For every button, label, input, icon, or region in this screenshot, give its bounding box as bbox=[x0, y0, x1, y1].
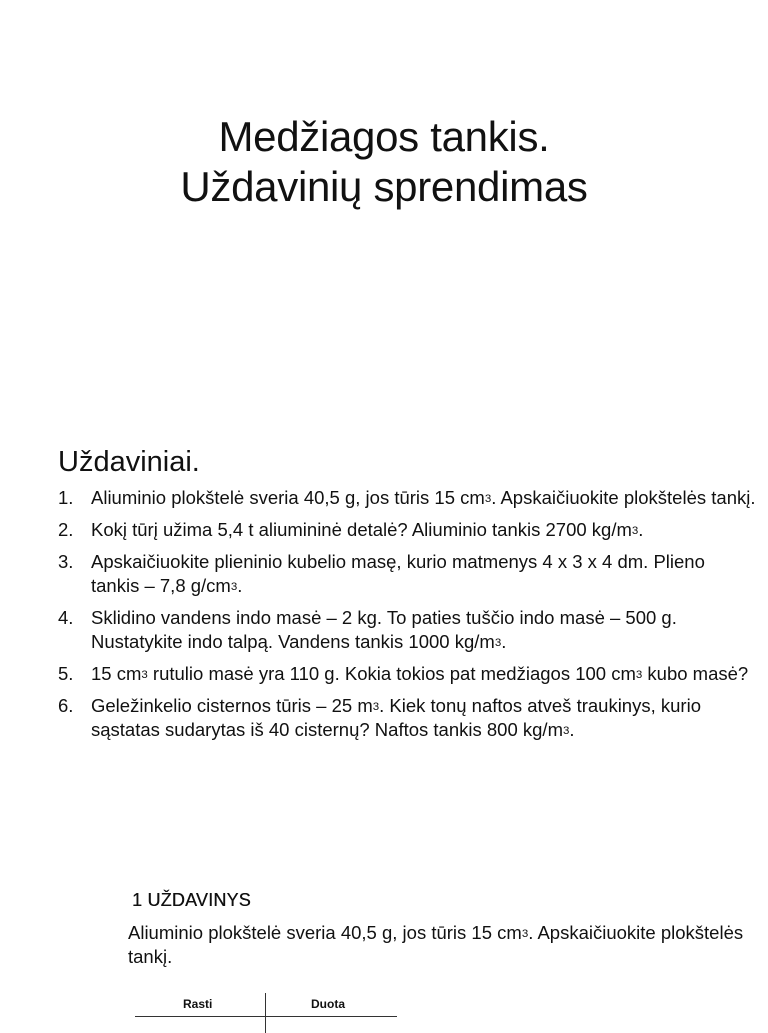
task-list bbox=[58, 486, 758, 742]
task-item bbox=[58, 694, 758, 742]
task-text: Aliuminio plokštelė sveria 40,5 g, jos tūris 15 cm bbox=[91, 487, 485, 508]
task-number: 5. bbox=[58, 663, 74, 684]
slide-title-line-1: Medžiagos tankis. bbox=[218, 113, 550, 160]
task-text: Apskaičiuokite plieninio kubelio masę, kurio matmenys 4 x 3 x 4 dm. Plieno tankis – 7,8 g/cm bbox=[91, 551, 705, 596]
task-item bbox=[58, 518, 758, 542]
superscript: 3 bbox=[521, 927, 529, 940]
tasks-section bbox=[58, 444, 758, 750]
slide-title-line-2: Uždavinių sprendimas bbox=[180, 163, 588, 210]
task-text: . Apskaičiuokite plokštelės tankį. bbox=[491, 487, 756, 508]
problem-1-block bbox=[128, 890, 748, 969]
superscript: 3 bbox=[635, 668, 643, 681]
problem-text-part: . Apskaičiuokite plokštelės tankį. bbox=[128, 922, 744, 967]
task-number: 6. bbox=[58, 695, 74, 716]
column-header-duota: Duota bbox=[311, 997, 345, 1011]
task-item bbox=[58, 486, 758, 510]
task-text: . bbox=[569, 719, 575, 740]
superscript: 3 bbox=[141, 668, 148, 681]
slide-title bbox=[0, 112, 768, 212]
task-text: . bbox=[237, 575, 243, 596]
task-text: Geležinkelio cisternos tūris – 25 m bbox=[91, 695, 373, 716]
superscript: 3 bbox=[484, 492, 492, 505]
task-text: . bbox=[501, 631, 507, 652]
task-number: 3. bbox=[58, 551, 74, 572]
tasks-heading: Uždaviniai. bbox=[58, 446, 200, 478]
column-header-rasti: Rasti bbox=[183, 997, 213, 1011]
superscript: 3 bbox=[230, 580, 238, 593]
superscript: 3 bbox=[372, 700, 380, 713]
task-item bbox=[58, 662, 758, 686]
superscript: 3 bbox=[631, 524, 639, 537]
task-number: 4. bbox=[58, 607, 74, 628]
task-text: kubo masė? bbox=[642, 663, 749, 684]
table-vertical-divider bbox=[265, 993, 266, 1033]
superscript: 3 bbox=[562, 724, 570, 737]
task-number: 2. bbox=[58, 519, 74, 540]
problem-1-heading: 1 UŽDAVINYS bbox=[132, 890, 251, 910]
task-text: Sklidino vandens indo masė – 2 kg. To paties tuščio indo masė – 500 g. Nustatykite indo talpą. Vandens tankis 1000 kg/m bbox=[91, 607, 677, 652]
superscript: 3 bbox=[494, 636, 502, 649]
task-text: 15 cm bbox=[91, 663, 142, 684]
task-text: . bbox=[638, 519, 644, 540]
table-horizontal-divider bbox=[135, 1016, 397, 1017]
problem-1-text bbox=[128, 921, 748, 969]
task-text: rutulio masė yra 110 g. Kokia tokios pat medžiagos 100 cm bbox=[147, 663, 636, 684]
given-find-table bbox=[135, 993, 397, 1033]
task-item bbox=[58, 606, 758, 654]
task-number: 1. bbox=[58, 487, 74, 508]
task-item bbox=[58, 550, 758, 598]
task-text: . Kiek tonų naftos atveš traukinys, kurio sąstatas sudarytas iš 40 cisternų? Naftos tankis 800 kg/m bbox=[91, 695, 701, 740]
problem-text-part: Aliuminio plokštelė sveria 40,5 g, jos tūris 15 cm bbox=[128, 922, 522, 943]
task-text: Kokį tūrį užima 5,4 t aliumininė detalė? Aliuminio tankis 2700 kg/m bbox=[91, 519, 632, 540]
